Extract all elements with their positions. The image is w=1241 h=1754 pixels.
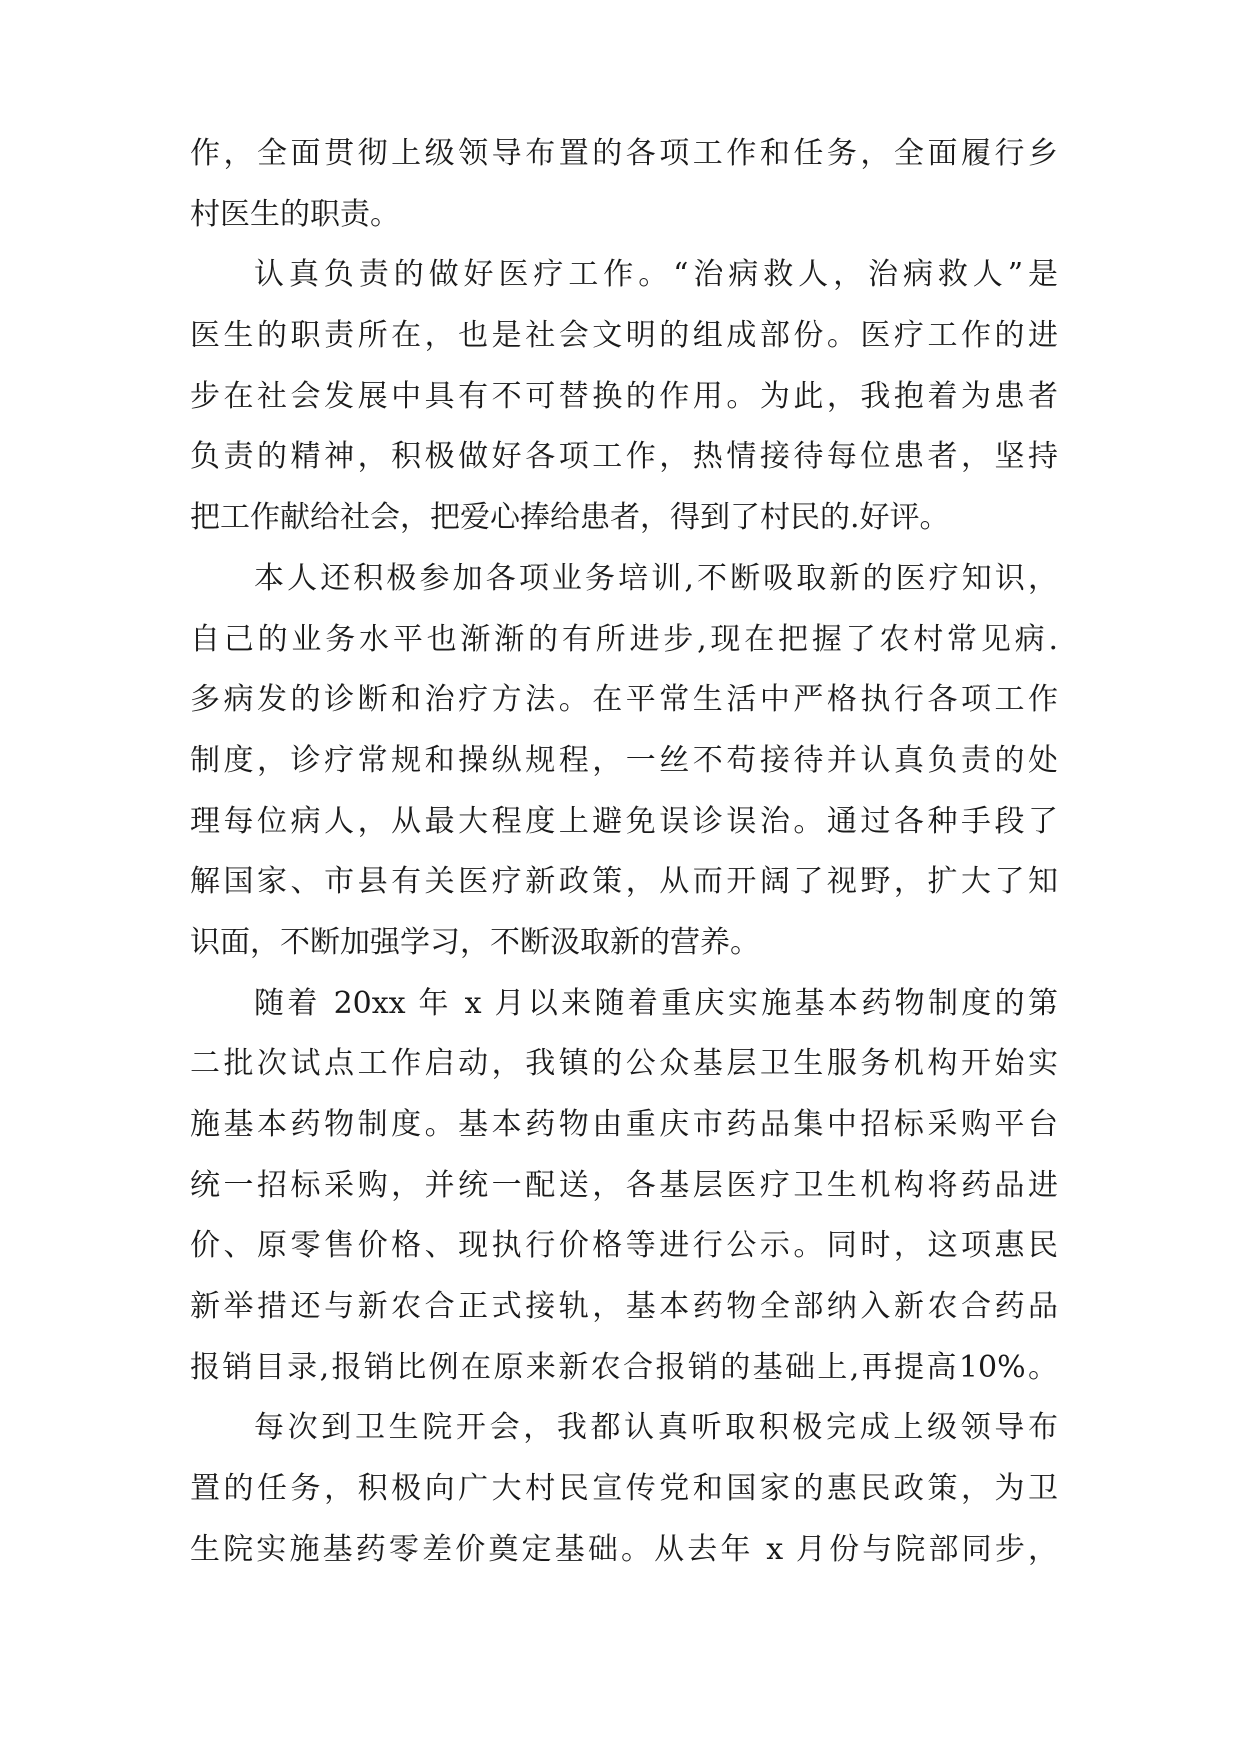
text-line: 医生的职责所在，也是社会文明的组成部份。医疗工作的进 <box>190 318 1058 354</box>
text-line: 把工作献给社会，把爱心捧给患者，得到了村民的.好评。 <box>190 500 950 536</box>
text-line: 每次到卫生院开会，我都认真听取积极完成上级领导布 <box>254 1410 1058 1446</box>
text-line: 随着 20xx 年 x 月以来随着重庆实施基本药物制度的第 <box>254 985 1058 1021</box>
text-line: 多病发的诊断和治疗方法。在平常生活中严格执行各项工作 <box>190 682 1058 718</box>
paragraph <box>190 124 1058 245</box>
text-line: 理每位病人，从最大程度上避免误诊误治。通过各种手段了 <box>190 803 1058 839</box>
text-line: 统一招标采购，并统一配送，各基层医疗卫生机构将药品进 <box>190 1167 1058 1203</box>
text-line: 二批次试点工作启动，我镇的公众基层卫生服务机构开始实 <box>190 1046 1058 1082</box>
paragraph <box>190 549 1058 974</box>
text-line: 村医生的职责。 <box>190 196 400 232</box>
text-line: 置的任务，积极向广大村民宣传党和国家的惠民政策，为卫 <box>190 1471 1058 1507</box>
paragraph <box>190 1398 1058 1580</box>
paragraph <box>190 245 1058 548</box>
document-body <box>190 124 1058 1581</box>
text-line: 本人还积极参加各项业务培训,不断吸取新的医疗知识， <box>254 560 1058 596</box>
paragraph <box>190 974 1058 1399</box>
text-line: 生院实施基药零差价奠定基础。从去年 x 月份与院部同步， <box>190 1531 1058 1567</box>
text-line: 施基本药物制度。基本药物由重庆市药品集中招标采购平台 <box>190 1107 1058 1142</box>
text-line: 作，全面贯彻上级领导布置的各项工作和任务，全面履行乡 <box>190 136 1058 171</box>
text-line: 负责的精神，积极做好各项工作，热情接待每位患者，坚持 <box>190 439 1058 475</box>
text-line: 新举措还与新农合正式接轨，基本药物全部纳入新农合药品 <box>190 1289 1058 1325</box>
text-line: 解国家、市县有关医疗新政策，从而开阔了视野，扩大了知 <box>190 864 1058 900</box>
text-line: 自己的业务水平也渐渐的有所进步,现在把握了农村常见病. <box>190 621 1058 657</box>
text-line: 报销目录,报销比例在原来新农合报销的基础上,再提高10%。 <box>190 1349 1058 1385</box>
text-line: 认真负责的做好医疗工作。“治病救人，治病救人”是 <box>254 257 1058 293</box>
text-line: 价、原零售价格、现执行价格等进行公示。同时，这项惠民 <box>190 1228 1058 1264</box>
text-line: 识面，不断加强学习，不断汲取新的营养。 <box>190 924 760 960</box>
text-line: 步在社会发展中具有不可替换的作用。为此，我抱着为患者 <box>190 378 1058 414</box>
text-line: 制度，诊疗常规和操纵规程，一丝不苟接待并认真负责的处 <box>190 742 1058 778</box>
